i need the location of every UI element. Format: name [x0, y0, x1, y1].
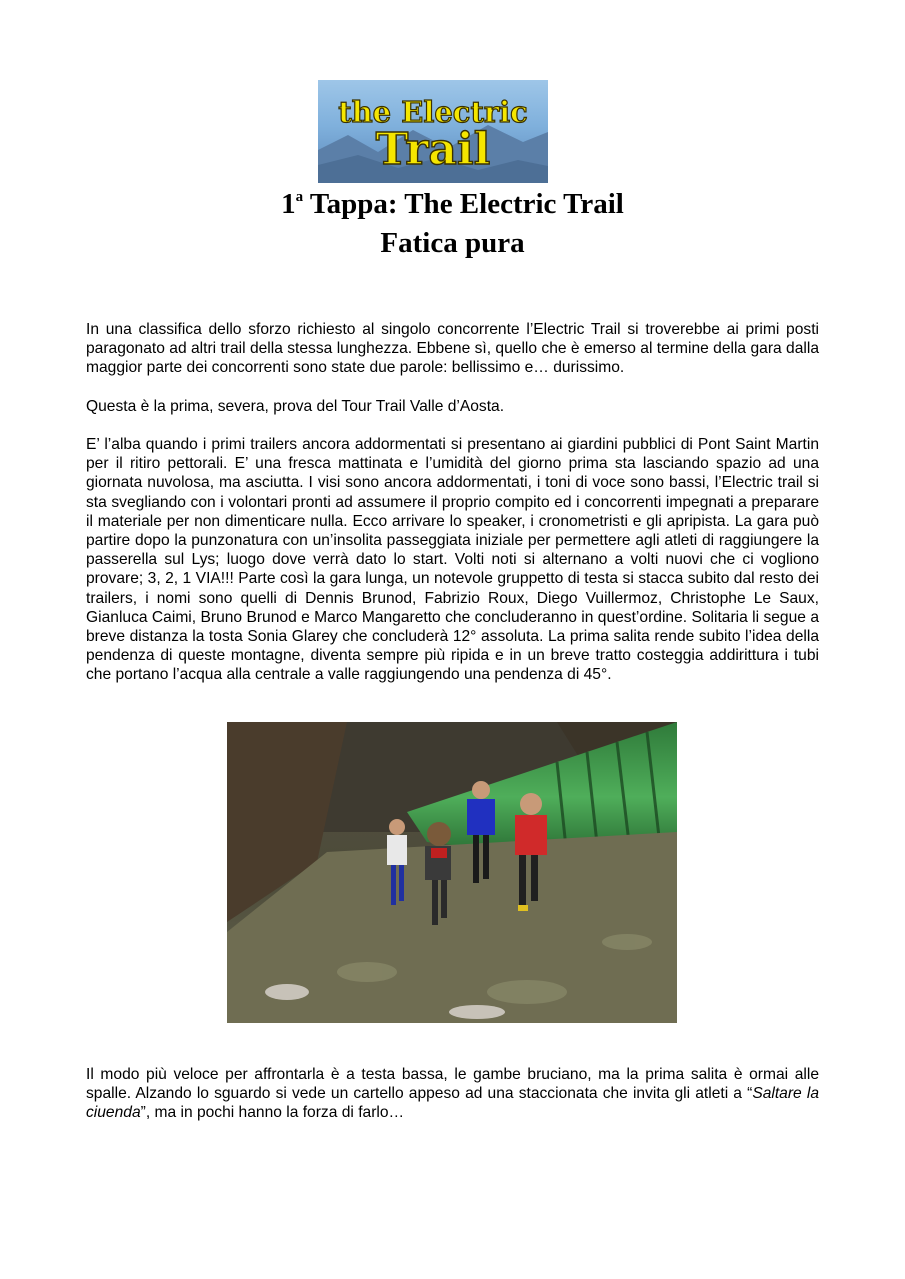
logo-line-2: Trail	[375, 124, 491, 175]
title-text: Tappa: The Electric Trail	[303, 188, 624, 220]
stage-ordinal: a	[295, 189, 304, 205]
paragraph-1: In una classifica dello sforzo richiesto al singolo concorrente l’Electric Trail si troverebbe ai primi posti paragonato ad altri trail della stessa lunghezza. Ebbene sì, quello che è emerso al termine della gara dalla maggior parte dei concorrenti sono state due parole: bellissimo e… durissimo.	[86, 321, 819, 377]
article-subtitle: Fatica pura	[380, 227, 525, 259]
logo-line-1: the Electric	[338, 95, 528, 129]
paragraph-2: Questa è la prima, severa, prova del Tour Trail Valle d’Aosta.	[86, 398, 505, 415]
stage-number: 1	[281, 188, 296, 220]
paragraph-3: E’ l’alba quando i primi trailers ancora addormentati si presentano ai giardini pubblici di Pont Saint Martin per il ritiro pettorali. E’ una fresca mattinata e l’umidità del giorno prima sta lasciando spazio ad una giornata nuvolosa, ma asciutta. I visi sono ancora addormentati, i toni di voce sono bassi, l’Electric trail si sta svegliando con i volontari pronti ad assumere il proprio compito ed i concorrenti impegnati a preparare il materiale per non dimenticare nulla. Ecco arrivare lo speaker, i cronometristi e gli apripista. La gara può partire dopo la punzonatura con un’insolita passeggiata iniziale per permettere agli atleti di raggiungere la passerella sul Lys; luogo dove verrà dato lo start. Volti noti si alternano a volti nuovi che ci vogliono provare; 3, 2, 1 VIA!!! Parte così la gara lunga, un notevole gruppetto di testa si stacca subito dal resto dei trailers, i nomi sono quelli di Dennis Brunod, Fabrizio Roux, Diego Vuillermoz, Christophe Le Saux, Gianluca Caimi, Bruno Brunod e Marco Mangaretto che concluderanno in quest’ordine. Solitaria li segue a breve distanza la tosta Sonia Glarey che concluderà 12° assoluta. La prima salita rende subito l’idea della pendenza di queste montagne, diventa sempre più ripida e in un breve tratto costeggia addirittura i tubi che portano l’acqua alla centrale a valle raggiungendo una pendenza di 45°.	[86, 436, 819, 684]
paragraph-4-text: Il modo più veloce per affrontarla è a testa bassa, le gambe bruciano, ma la prima salita è ormai alle spalle. Alzando lo sguardo si vede un cartello appeso ad una staccionata che invita gli atleti a “	[86, 1066, 819, 1103]
sign-quote: Saltare la ciuenda	[86, 1085, 819, 1122]
event-logo	[318, 80, 548, 183]
race-photo	[227, 722, 677, 1023]
paragraph-4	[86, 1065, 819, 1123]
article-title-line-1	[0, 190, 905, 219]
paragraph-4-end: ”, ma in pochi hanno la forza di farlo…	[140, 1104, 405, 1122]
